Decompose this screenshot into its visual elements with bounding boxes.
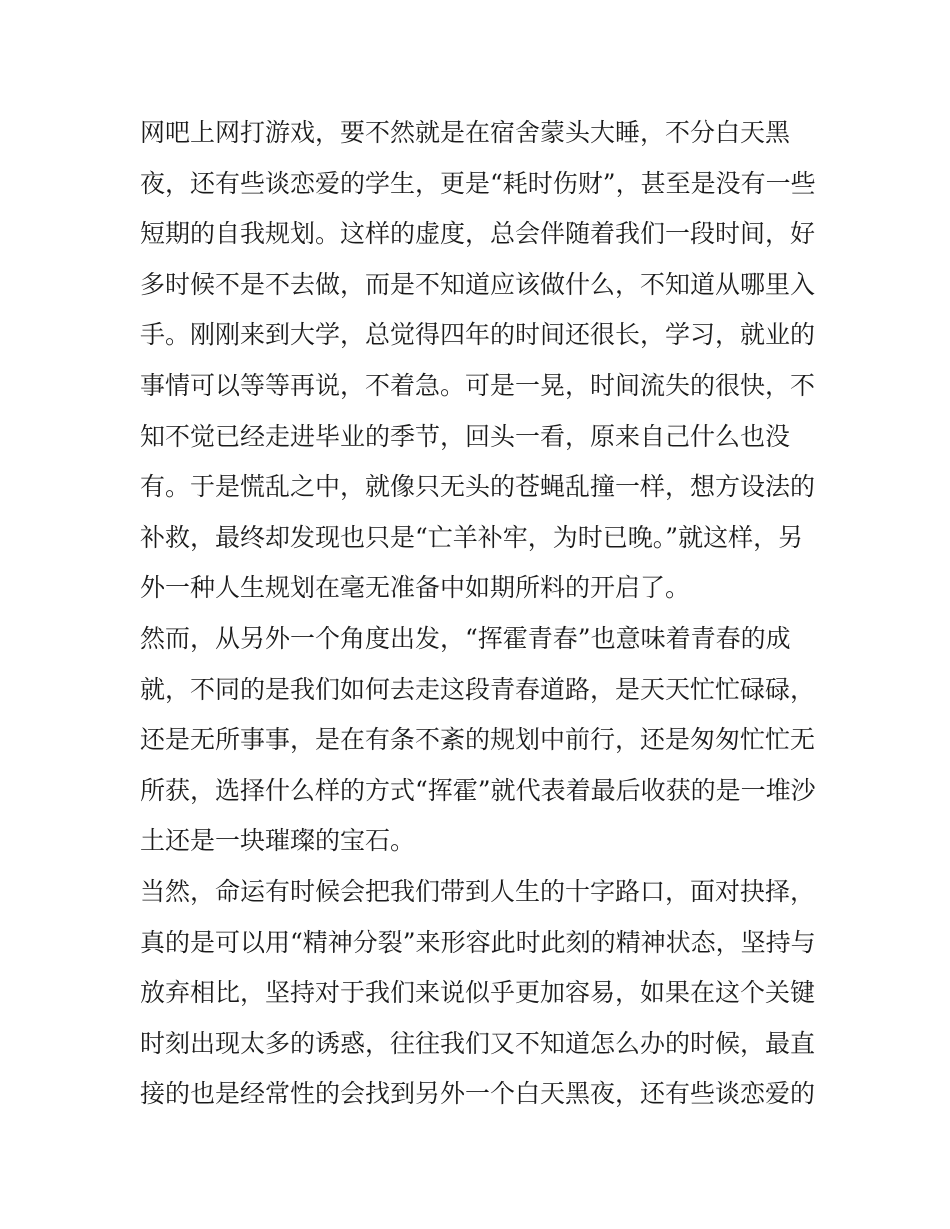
text-line: 知不觉已经走进毕业的季节，回头一看，原来自己什么也没 <box>140 421 791 451</box>
text-line: 多时候不是不去做，而是不知道应该做什么，不知道从哪里入 <box>140 269 816 299</box>
text-line: 放弃相比，坚持对于我们来说似乎更加容易，如果在这个关键 <box>140 978 816 1008</box>
text-line: 外一种人生规划在毫无准备中如期所料的开启了。 <box>140 573 691 603</box>
text-line: 夜，还有些谈恋爱的学生，更是“耗时伤财”，甚至是没有一些 <box>140 168 816 198</box>
text-line: 所获，选择什么样的方式“挥霍”就代表着最后收获的是一堆沙 <box>140 775 816 805</box>
text-line: 事情可以等等再说，不着急。可是一晃，时间流失的很快，不 <box>140 370 816 400</box>
text-line: 有。于是慌乱之中，就像只无头的苍蝇乱撞一样，想方设法的 <box>140 472 816 502</box>
text-line: 时刻出现太多的诱惑，往往我们又不知道怎么办的时候，最直 <box>140 1028 816 1058</box>
text-line: 短期的自我规划。这样的虚度，总会伴随着我们一段时间，好 <box>140 219 816 249</box>
text-line: 接的也是经常性的会找到另外一个白天黑夜，还有些谈恋爱的 <box>140 1079 816 1109</box>
text-line: 还是无所事事，是在有条不紊的规划中前行，还是匆匆忙忙无 <box>140 725 816 755</box>
text-line: 当然，命运有时候会把我们带到人生的十字路口，面对抉择， <box>140 876 816 906</box>
text-line: 补救，最终却发现也只是“亡羊补牢，为时已晚。”就这样，另 <box>140 522 804 552</box>
text-line: 手。刚刚来到大学，总觉得四年的时间还很长，学习，就业的 <box>140 320 816 350</box>
text-line: 就，不同的是我们如何去走这段青春道路，是天天忙忙碌碌， <box>140 674 816 704</box>
text-line: 真的是可以用“精神分裂”来形容此时此刻的精神状态，坚持与 <box>140 927 816 957</box>
text-line: 网吧上网打游戏，要不然就是在宿舍蒙头大睡，不分白天黑 <box>140 118 791 147</box>
body-text <box>140 108 820 1120</box>
text-line: 土还是一块璀璨的宝石。 <box>140 826 416 856</box>
text-line: 然而，从另外一个角度出发，“挥霍青春”也意味着青春的成 <box>140 623 791 653</box>
